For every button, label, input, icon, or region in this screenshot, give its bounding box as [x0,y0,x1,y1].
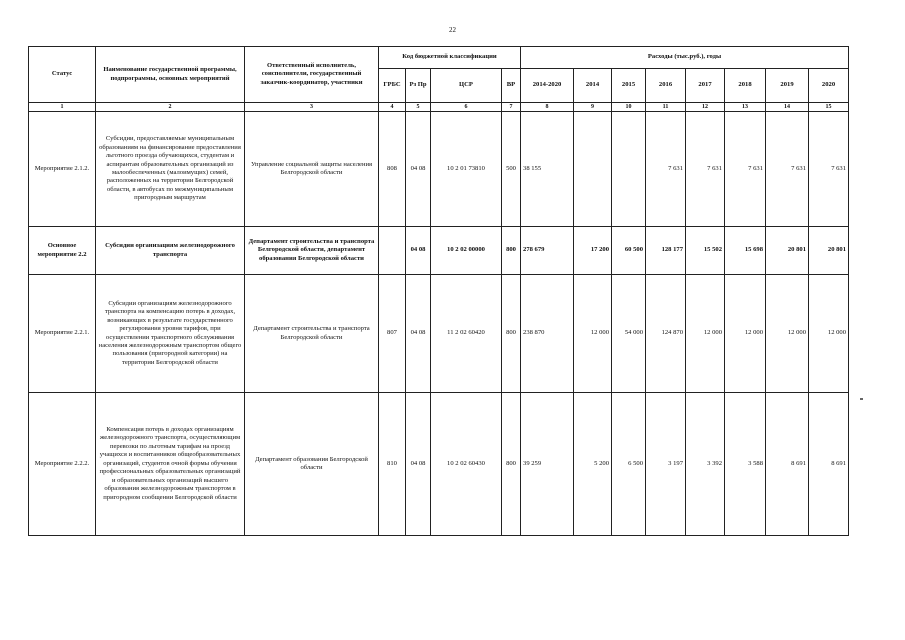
row-value: 20 801 [766,227,809,275]
row-vr: 500 [502,112,521,227]
row-grbs: 808 [379,112,406,227]
header-year: 2016 [646,69,686,103]
row-value: 5 200 [574,393,612,536]
row-value: 17 200 [574,227,612,275]
header-status: Статус [29,47,96,103]
row-value: 8 691 [809,393,849,536]
header-year: 2019 [766,69,809,103]
row-value: 39 259 [521,393,574,536]
row-grbs: 810 [379,393,406,536]
column-number: 13 [725,103,766,112]
column-number: 1 [29,103,96,112]
column-number-row [29,103,849,112]
column-number: 15 [809,103,849,112]
row-value: 60 500 [612,227,646,275]
row-value: 7 631 [646,112,686,227]
row-executor: Управление социальной защиты населения Белгородской области [245,112,379,227]
column-number: 6 [431,103,502,112]
row-value: 238 870 [521,275,574,393]
row-rzpr: 04 08 [406,393,431,536]
header-year: 2017 [686,69,725,103]
row-value: 12 000 [574,275,612,393]
table-row [29,393,849,536]
row-value: 7 631 [766,112,809,227]
row-vr: 800 [502,275,521,393]
row-executor: Департамент строительства и транспорта Белгородской области, департамент образования Белгородской области [245,227,379,275]
row-csr: 10 2 02 00000 [431,227,502,275]
row-value: 7 631 [809,112,849,227]
row-executor: Департамент образования Белгородской области [245,393,379,536]
column-number: 7 [502,103,521,112]
row-name: Компенсация потерь в доходах организациям железнодорожного транспорта, осуществляющим перевозки по льготным тарифам на проезд учащихся и воспитанников общеобразовательных организаций, студентов очной формы обучения профессиональных образовательных организаций и образовательных организаций высшего образования железнодорожным транспортом в пригородном сообщении Белгородской области [96,393,245,536]
column-number: 12 [686,103,725,112]
row-grbs: 807 [379,275,406,393]
row-rzpr: 04 08 [406,112,431,227]
row-value: 38 155 [521,112,574,227]
row-value: 8 691 [766,393,809,536]
row-value: 278 679 [521,227,574,275]
column-number: 3 [245,103,379,112]
page-number: 22 [449,26,456,34]
header-program-name: Наименование государственной программы, подпрограммы, основных мероприятий [96,47,245,103]
row-value: 128 177 [646,227,686,275]
row-value: 7 631 [686,112,725,227]
row-value: 12 000 [766,275,809,393]
header-executor: Ответственный исполнитель, соисполнители, государственный заказчик-координатор, участники [245,47,379,103]
row-value: 20 801 [809,227,849,275]
row-executor: Департамент строительства и транспорта Белгородской области [245,275,379,393]
column-number: 2 [96,103,245,112]
row-vr: 800 [502,227,521,275]
column-number: 4 [379,103,406,112]
column-number: 11 [646,103,686,112]
row-status: Мероприятие 2.1.2. [29,112,96,227]
table-row [29,227,849,275]
row-value: 12 000 [686,275,725,393]
row-csr: 11 2 02 60420 [431,275,502,393]
row-value: 54 000 [612,275,646,393]
column-number: 9 [574,103,612,112]
column-number: 8 [521,103,574,112]
row-value: 3 588 [725,393,766,536]
header-year: 2014-2020 [521,69,574,103]
header-year: 2020 [809,69,849,103]
budget-table [28,46,849,536]
header-grbs: ГРБС [379,69,406,103]
header-year: 2015 [612,69,646,103]
table-row [29,112,849,227]
row-grbs [379,227,406,275]
header-row-top [29,47,849,69]
row-value [612,112,646,227]
row-value: 15 698 [725,227,766,275]
row-vr: 800 [502,393,521,536]
row-rzpr: 04 08 [406,227,431,275]
header-vr: ВР [502,69,521,103]
header-year: 2014 [574,69,612,103]
row-value [574,112,612,227]
header-expenses: Расходы (тыс.руб.), годы [521,47,849,69]
header-csr: ЦСР [431,69,502,103]
row-status: Основное мероприятие 2.2 [29,227,96,275]
row-csr: 10 2 02 60430 [431,393,502,536]
row-name: Субсидии организациям железнодорожного транспорта на компенсацию потерь в доходах, возникающих в результате государственного регулирования уровня тарифов, при осуществлении транспортного обслуживания населения железнодорожным транспортом общего пользования (пригородной категории) на территории Белгородской области [96,275,245,393]
row-name: Субсидии, предоставляемые муниципальным образованиям на финансирование предоставления льготного проезда обучающихся, студентам и аспирантам образовательных организаций из малообеспеченных (малоимущих) семей, расположенных на территории Белгородской области, в автобусах по межмуниципальным пригородным маршрутам [96,112,245,227]
row-value: 6 500 [612,393,646,536]
column-number: 14 [766,103,809,112]
header-budget-classification: Код бюджетной классификации [379,47,521,69]
scan-speck [860,398,863,400]
row-value: 12 000 [725,275,766,393]
row-name: Субсидии организациям железнодорожного транспорта [96,227,245,275]
row-status: Мероприятие 2.2.2. [29,393,96,536]
row-value: 124 870 [646,275,686,393]
row-value: 15 502 [686,227,725,275]
column-number: 10 [612,103,646,112]
row-value: 7 631 [725,112,766,227]
table-row [29,275,849,393]
column-number: 5 [406,103,431,112]
row-value: 3 392 [686,393,725,536]
row-rzpr: 04 08 [406,275,431,393]
header-rzpr: Рз Пр [406,69,431,103]
header-year: 2018 [725,69,766,103]
row-status: Мероприятие 2.2.1. [29,275,96,393]
row-csr: 10 2 01 73810 [431,112,502,227]
row-value: 12 000 [809,275,849,393]
row-value: 3 197 [646,393,686,536]
